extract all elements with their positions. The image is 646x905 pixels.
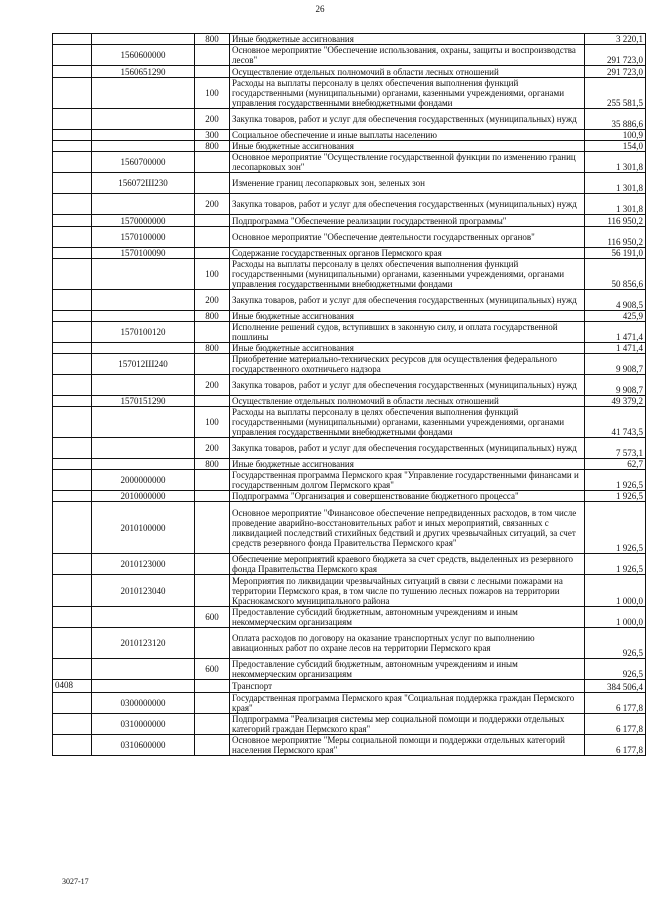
table-row (53, 45, 646, 66)
amount-cell: 1 000,0 (585, 607, 646, 628)
target-code-cell (92, 659, 195, 680)
amount-cell: 1 301,8 (585, 152, 646, 173)
target-code-cell: 1570151290 (92, 396, 195, 407)
amount-cell: 255 581,5 (585, 78, 646, 109)
section-code-cell (53, 459, 92, 470)
section-code-cell (53, 78, 92, 109)
target-code-cell (92, 78, 195, 109)
description-cell: Государственная программа Пермского края "Социальная поддержка граждан Пермского края" (230, 693, 585, 714)
description-cell: Государственная программа Пермского края "Управление государственными финансами и государственным долгом Пермского края" (230, 470, 585, 491)
table-row (53, 343, 646, 354)
target-code-cell: 1570100000 (92, 227, 195, 248)
amount-cell: 1 926,5 (585, 502, 646, 554)
section-code-cell (53, 502, 92, 554)
page-number: 26 (315, 4, 325, 14)
description-cell: Закупка товаров, работ и услуг для обеспечения государственных (муниципальных) нужд (230, 438, 585, 459)
target-code-cell: 1560600000 (92, 45, 195, 66)
table-row (53, 607, 646, 628)
amount-cell: 1 301,8 (585, 173, 646, 194)
target-code-cell (92, 194, 195, 215)
amount-cell: 926,5 (585, 628, 646, 659)
section-code-cell (53, 34, 92, 45)
description-cell: Предоставление субсидий бюджетным, автономным учреждениям и иным некоммерческим организациям (230, 607, 585, 628)
target-code-cell (92, 607, 195, 628)
description-cell: Обеспечение мероприятий краевого бюджета за счет средств, выделенных из резервного фонда Правительства Пермского края (230, 554, 585, 575)
target-code-cell: 2000000000 (92, 470, 195, 491)
expense-type-code-cell (195, 322, 230, 343)
description-cell: Содержание государственных органов Пермского края (230, 248, 585, 259)
amount-cell: 41 743,5 (585, 407, 646, 438)
description-cell: Предоставление субсидий бюджетным, автономным учреждениям и иным некоммерческим организациям (230, 659, 585, 680)
section-code-cell (53, 491, 92, 502)
section-code-cell (53, 66, 92, 78)
table-row (53, 659, 646, 680)
description-cell: Подпрограмма "Организация и совершенствование бюджетного процесса" (230, 491, 585, 502)
table-row (53, 502, 646, 554)
description-cell: Транспорт (230, 680, 585, 693)
expense-type-code-cell (195, 45, 230, 66)
section-code-cell (53, 322, 92, 343)
table-row (53, 470, 646, 491)
target-code-cell: 1570000000 (92, 215, 195, 227)
expense-type-code-cell (195, 554, 230, 575)
section-code-cell (53, 628, 92, 659)
amount-cell: 6 177,8 (585, 735, 646, 756)
target-code-cell (92, 290, 195, 311)
amount-cell: 6 177,8 (585, 693, 646, 714)
description-cell: Исполнение решений судов, вступивших в законную силу, и оплата государственной пошлины (230, 322, 585, 343)
section-code-cell (53, 227, 92, 248)
description-cell: Основное мероприятие "Осуществление государственной функции по изменению границ лесопарковых зон" (230, 152, 585, 173)
expense-type-code-cell (195, 396, 230, 407)
expense-type-code-cell (195, 354, 230, 375)
description-cell: Иные бюджетные ассигнования (230, 311, 585, 322)
target-code-cell (92, 375, 195, 396)
expense-type-code-cell (195, 248, 230, 259)
description-cell: Закупка товаров, работ и услуг для обеспечения государственных (муниципальных) нужд (230, 375, 585, 396)
section-code-cell (53, 248, 92, 259)
table-row (53, 354, 646, 375)
expense-type-code-cell: 200 (195, 438, 230, 459)
table-row (53, 554, 646, 575)
budget-table (52, 33, 646, 756)
table-row (53, 141, 646, 152)
target-code-cell: 2010123000 (92, 554, 195, 575)
target-code-cell: 0300000000 (92, 693, 195, 714)
expense-type-code-cell: 200 (195, 375, 230, 396)
expense-type-code-cell (195, 680, 230, 693)
table-row (53, 407, 646, 438)
amount-cell: 116 950,2 (585, 227, 646, 248)
amount-cell: 3 220,1 (585, 34, 646, 45)
target-code-cell: 2010123120 (92, 628, 195, 659)
amount-cell: 926,5 (585, 659, 646, 680)
expense-type-code-cell: 800 (195, 343, 230, 354)
section-code-cell (53, 735, 92, 756)
expense-type-code-cell (195, 173, 230, 194)
amount-cell: 291 723,0 (585, 45, 646, 66)
amount-cell: 9 908,7 (585, 375, 646, 396)
section-code-cell (53, 396, 92, 407)
table-row (53, 152, 646, 173)
target-code-cell (92, 680, 195, 693)
target-code-cell: 2010100000 (92, 502, 195, 554)
section-code-cell (53, 130, 92, 141)
amount-cell: 154,0 (585, 141, 646, 152)
section-code-cell (53, 575, 92, 607)
expense-type-code-cell (195, 628, 230, 659)
expense-type-code-cell: 800 (195, 34, 230, 45)
table-row (53, 735, 646, 756)
section-code-cell (53, 470, 92, 491)
section-code-cell (53, 173, 92, 194)
table-row (53, 66, 646, 78)
amount-cell: 62,7 (585, 459, 646, 470)
amount-cell: 56 191,0 (585, 248, 646, 259)
amount-cell: 4 908,5 (585, 290, 646, 311)
target-code-cell (92, 311, 195, 322)
target-code-cell: 157012Ш240 (92, 354, 195, 375)
section-code-cell (53, 554, 92, 575)
amount-cell: 291 723,0 (585, 66, 646, 78)
table-row (53, 34, 646, 45)
table-row (53, 259, 646, 290)
table-row (53, 194, 646, 215)
description-cell: Иные бюджетные ассигнования (230, 343, 585, 354)
expense-type-code-cell: 800 (195, 141, 230, 152)
amount-cell: 1 926,5 (585, 491, 646, 502)
description-cell: Расходы на выплаты персоналу в целях обеспечения выполнения функций государственными (муниципальными) органами, казенными учреждениями, органами управления государственными внебюджетными фондами (230, 407, 585, 438)
expense-type-code-cell (195, 66, 230, 78)
description-cell: Иные бюджетные ассигнования (230, 141, 585, 152)
description-cell: Подпрограмма "Реализация системы мер социальной помощи и поддержки отдельных категорий граждан Пермского края" (230, 714, 585, 735)
section-code-cell (53, 215, 92, 227)
expense-type-code-cell: 800 (195, 311, 230, 322)
expense-type-code-cell: 100 (195, 407, 230, 438)
table-row (53, 693, 646, 714)
description-cell: Мероприятия по ликвидации чрезвычайных ситуаций в связи с лесными пожарами на территории Пермского края, в том числе по тушению лесных пожаров на территории Краснокамского муниципального района (230, 575, 585, 607)
table-row (53, 290, 646, 311)
description-cell: Осуществление отдельных полномочий в области лесных отношений (230, 66, 585, 78)
target-code-cell (92, 259, 195, 290)
table-row (53, 459, 646, 470)
section-code-cell (53, 259, 92, 290)
amount-cell: 1 926,5 (585, 554, 646, 575)
description-cell: Основное мероприятие "Обеспечение использования, охраны, защиты и воспроизводства лесов" (230, 45, 585, 66)
description-cell: Расходы на выплаты персоналу в целях обеспечения выполнения функций государственными (муниципальными) органами, казенными учреждениями, органами управления государственными внебюджетными фондами (230, 259, 585, 290)
table-row (53, 575, 646, 607)
amount-cell: 1 000,0 (585, 575, 646, 607)
table-row (53, 628, 646, 659)
expense-type-code-cell: 100 (195, 78, 230, 109)
expense-type-code-cell: 600 (195, 607, 230, 628)
amount-cell: 9 908,7 (585, 354, 646, 375)
description-cell: Оплата расходов по договору на оказание транспортных услуг по выполнению авиационных работ по охране лесов на территории Пермского края (230, 628, 585, 659)
section-code-cell (53, 607, 92, 628)
target-code-cell (92, 407, 195, 438)
description-cell: Приобретение материально-технических ресурсов для осуществления федерального государственного охотничьего надзора (230, 354, 585, 375)
target-code-cell: 1560651290 (92, 66, 195, 78)
section-code-cell (53, 152, 92, 173)
expense-type-code-cell: 100 (195, 259, 230, 290)
amount-cell: 7 573,1 (585, 438, 646, 459)
section-code-cell (53, 194, 92, 215)
section-code-cell (53, 343, 92, 354)
table-row (53, 109, 646, 130)
amount-cell: 1 301,8 (585, 194, 646, 215)
amount-cell: 425,9 (585, 311, 646, 322)
amount-cell: 50 856,6 (585, 259, 646, 290)
section-code-cell (53, 109, 92, 130)
section-code-cell (53, 375, 92, 396)
table-row (53, 311, 646, 322)
description-cell: Основное мероприятие "Финансовое обеспечение непредвиденных расходов, в том числе проведение аварийно-восстановительных работ и иных мероприятий, связанных с ликвидацией последствий стихийных бедствий и других чрезвычайных ситуаций, за счет средств резервного фонда Правительства Пермского края" (230, 502, 585, 554)
amount-cell: 116 950,2 (585, 215, 646, 227)
target-code-cell: 2010000000 (92, 491, 195, 502)
expense-type-code-cell (195, 502, 230, 554)
target-code-cell (92, 343, 195, 354)
description-cell: Подпрограмма "Обеспечение реализации государственной программы" (230, 215, 585, 227)
table-row (53, 173, 646, 194)
amount-cell: 35 886,6 (585, 109, 646, 130)
expense-type-code-cell: 800 (195, 459, 230, 470)
target-code-cell: 2010123040 (92, 575, 195, 607)
description-cell: Изменение границ лесопарковых зон, зеленых зон (230, 173, 585, 194)
table-row (53, 714, 646, 735)
target-code-cell: 0310600000 (92, 735, 195, 756)
section-code-cell: 0408 (53, 680, 92, 693)
expense-type-code-cell: 600 (195, 659, 230, 680)
section-code-cell (53, 45, 92, 66)
expense-type-code-cell: 200 (195, 194, 230, 215)
amount-cell: 49 379,2 (585, 396, 646, 407)
table-row (53, 680, 646, 693)
expense-type-code-cell: 200 (195, 290, 230, 311)
table-row (53, 491, 646, 502)
target-code-cell: 1560700000 (92, 152, 195, 173)
expense-type-code-cell (195, 735, 230, 756)
amount-cell: 1 471,4 (585, 343, 646, 354)
target-code-cell (92, 34, 195, 45)
description-cell: Закупка товаров, работ и услуг для обеспечения государственных (муниципальных) нужд (230, 109, 585, 130)
target-code-cell: 1570100120 (92, 322, 195, 343)
target-code-cell: 1570100090 (92, 248, 195, 259)
description-cell: Закупка товаров, работ и услуг для обеспечения государственных (муниципальных) нужд (230, 194, 585, 215)
expense-type-code-cell (195, 575, 230, 607)
expense-type-code-cell (195, 714, 230, 735)
description-cell: Осуществление отдельных полномочий в области лесных отношений (230, 396, 585, 407)
expense-type-code-cell (195, 693, 230, 714)
table-row (53, 130, 646, 141)
amount-cell: 6 177,8 (585, 714, 646, 735)
table-row (53, 227, 646, 248)
section-code-cell (53, 659, 92, 680)
section-code-cell (53, 438, 92, 459)
description-cell: Закупка товаров, работ и услуг для обеспечения государственных (муниципальных) нужд (230, 290, 585, 311)
section-code-cell (53, 290, 92, 311)
table-row (53, 322, 646, 343)
description-cell: Расходы на выплаты персоналу в целях обеспечения выполнения функций государственными (муниципальными) органами, казенными учреждениями, органами управления государственными внебюджетными фондами (230, 78, 585, 109)
section-code-cell (53, 714, 92, 735)
table-row (53, 248, 646, 259)
target-code-cell: 156072Ш230 (92, 173, 195, 194)
expense-type-code-cell: 300 (195, 130, 230, 141)
description-cell: Иные бюджетные ассигнования (230, 34, 585, 45)
amount-cell: 100,9 (585, 130, 646, 141)
document-code: 3027-17 (62, 877, 89, 886)
section-code-cell (53, 141, 92, 152)
expense-type-code-cell (195, 152, 230, 173)
expense-type-code-cell (195, 491, 230, 502)
table-row (53, 215, 646, 227)
table-row (53, 78, 646, 109)
description-cell: Основное мероприятие "Обеспечение деятельности государственных органов" (230, 227, 585, 248)
table-row (53, 396, 646, 407)
amount-cell: 384 506,4 (585, 680, 646, 693)
table-row (53, 375, 646, 396)
expense-type-code-cell: 200 (195, 109, 230, 130)
table-row (53, 438, 646, 459)
target-code-cell (92, 130, 195, 141)
description-cell: Иные бюджетные ассигнования (230, 459, 585, 470)
section-code-cell (53, 311, 92, 322)
amount-cell: 1 471,4 (585, 322, 646, 343)
target-code-cell (92, 109, 195, 130)
description-cell: Социальное обеспечение и иные выплаты населению (230, 130, 585, 141)
section-code-cell (53, 354, 92, 375)
description-cell: Основное мероприятие "Меры социальной помощи и поддержки отдельных категорий населения Пермского края" (230, 735, 585, 756)
amount-cell: 1 926,5 (585, 470, 646, 491)
expense-type-code-cell (195, 227, 230, 248)
target-code-cell (92, 459, 195, 470)
expense-type-code-cell (195, 215, 230, 227)
expense-type-code-cell (195, 470, 230, 491)
target-code-cell: 0310000000 (92, 714, 195, 735)
section-code-cell (53, 407, 92, 438)
section-code-cell (53, 693, 92, 714)
target-code-cell (92, 438, 195, 459)
target-code-cell (92, 141, 195, 152)
